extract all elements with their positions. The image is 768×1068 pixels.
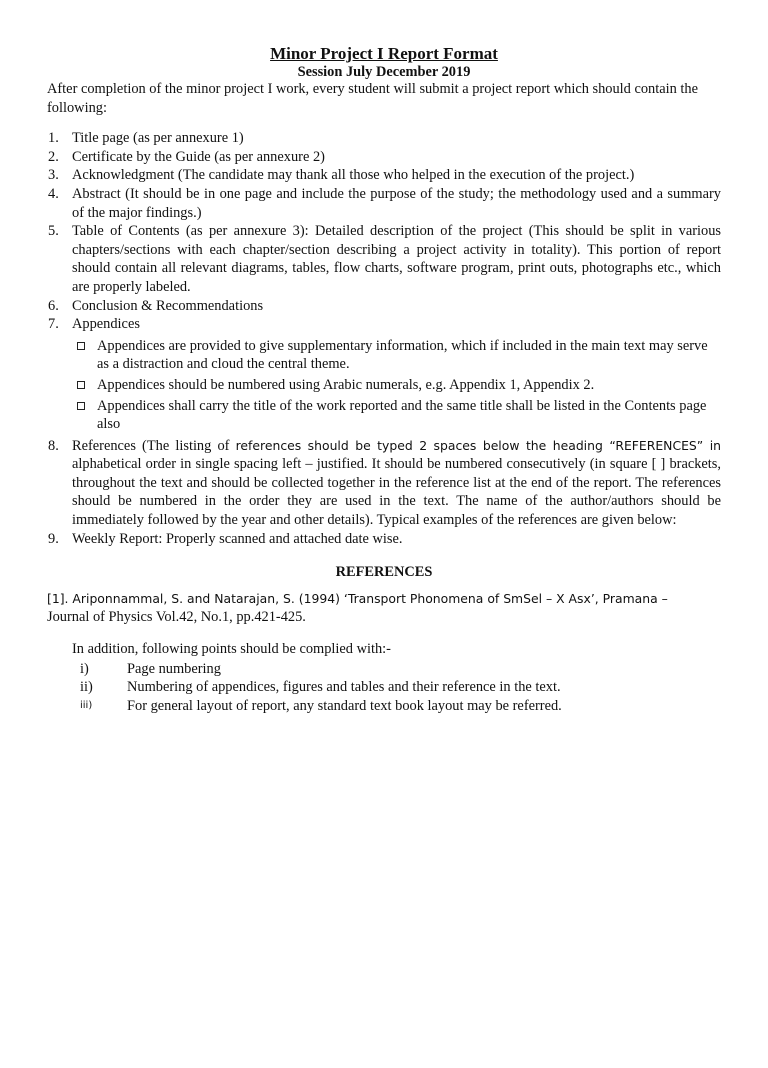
contents-list [47,129,721,548]
point-item [72,660,721,679]
checkbox-bullet-icon [77,342,85,350]
list-item [47,166,721,185]
list-item [47,530,721,549]
sublist-text: Appendices should be numbered using Arabic numerals, e.g. Appendix 1, Appendix 2. [97,376,595,393]
point-text: For general layout of report, any standard text book layout may be referred. [127,697,562,714]
page-title: Minor Project I Report Format [270,44,498,63]
list-item [47,185,721,222]
points-list [72,660,721,716]
item-text-b: references should be typed 2 spaces below the heading “REFERENCES” in [235,437,721,453]
item-number: 4. [48,185,59,202]
item-text: Title page (as per annexure 1) [72,130,244,147]
reference-example [47,590,721,627]
point-item [72,678,721,697]
point-text: Page numbering [127,660,221,677]
item-text: Conclusion & Recommendations [72,297,264,314]
reference-example-line2: Journal of Physics Vol.42, No.1, pp.421-425. [47,609,306,626]
item-text: Appendices [72,316,140,333]
list-item [47,148,721,167]
item-number: 7. [48,316,59,333]
item-text-a: References (The listing of [72,437,236,454]
item-text: Table of Contents (as per annexure 3): Detailed description of the project (This should be split in various chapters/sections with each chapter/section describing a project activity in totality). This portion of report should contain all relevant diagrams, tables, flow charts, software program, print outs, photographs etc., which are properly labeled. [72,223,721,295]
item-text-c: alphabetical order in single spacing left – justified. It should be numbered consecutively (in square [ ] brackets, throughout the text and should be collected together in the reference list at the end of the report. The references should be numbered in the order they are used in the text. The name of the author/authors should be immediately followed by the year and other details). Typical examples of the references are given below: [72,456,721,529]
item-text: Abstract (It should be in one page and include the purpose of the study; the methodology used and a summary of the major findings.) [72,185,721,221]
addition-intro: In addition, following points should be complied with:- [72,641,391,658]
item-number: 1. [48,130,59,147]
item-text: Certificate by the Guide (as per annexure 2) [72,148,325,165]
point-number: i) [80,660,89,677]
item-text: Acknowledgment (The candidate may thank all those who helped in the execution of the project.) [72,167,635,184]
sublist-item [72,376,721,395]
appendices-sublist [72,337,721,434]
list-item [47,437,721,530]
sublist-text: Appendices are provided to give supplementary information, which if included in the main text may serve as a distraction and cloud the central theme. [97,337,708,373]
list-item [47,297,721,316]
list-item [47,222,721,296]
intro-paragraph: After completion of the minor project I work, every student will submit a project report which should contain the following: [47,81,699,116]
point-number: ii) [80,679,93,696]
references-heading: REFERENCES [335,564,433,581]
point-number: iii) [80,699,93,711]
sublist-text: Appendices shall carry the title of the work reported and the same title shall be listed in the Contents page also [97,397,707,433]
reference-example-line1: [1]. Ariponnammal, S. and Natarajan, S. (1994) ‘Transport Phonomena of SmSel – X Asx’, Pramana – [47,590,668,606]
list-item [47,129,721,148]
item-text: Weekly Report: Properly scanned and attached date wise. [72,530,403,547]
list-item [47,315,721,434]
item-number: 3. [48,167,59,184]
item-number: 2. [48,148,59,165]
checkbox-bullet-icon [77,402,85,410]
item-number: 5. [48,223,59,240]
document-page [0,44,768,1068]
sublist-item [72,397,721,434]
item-number: 6. [48,297,59,314]
point-item [72,697,721,716]
sublist-item [72,337,721,374]
checkbox-bullet-icon [77,381,85,389]
point-text: Numbering of appendices, figures and tables and their reference in the text. [127,679,561,696]
session-subtitle: Session July December 2019 [297,64,471,80]
item-number: 9. [48,530,59,547]
item-number: 8. [48,437,59,454]
